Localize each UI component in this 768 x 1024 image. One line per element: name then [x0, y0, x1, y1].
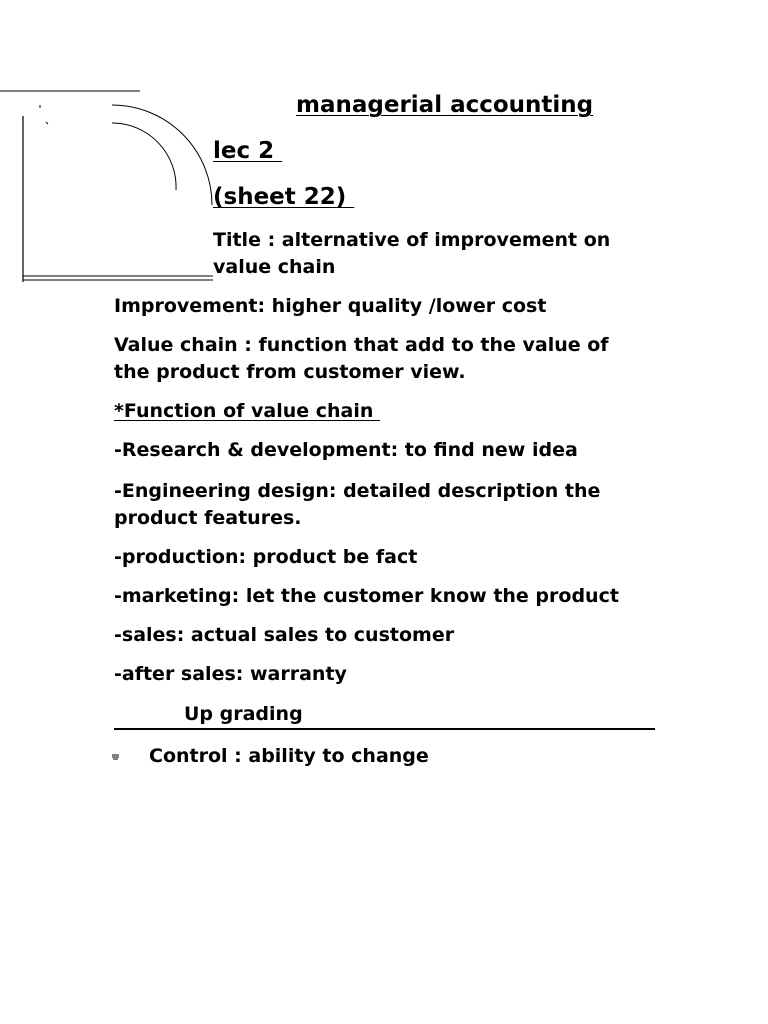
- upgrading-heading: Up grading: [184, 703, 303, 725]
- bullet-icon: [112, 754, 119, 760]
- topic-line-2: value chain: [213, 256, 336, 278]
- control-item: Control : ability to change: [149, 745, 429, 767]
- corner-decoration: [0, 0, 230, 290]
- topic-line-1: Title : alternative of improvement on: [213, 229, 611, 251]
- function-item: -Engineering design: detailed description the: [114, 480, 601, 502]
- sheet-number: (sheet 22): [213, 184, 355, 210]
- function-item: -marketing: let the customer know the product: [114, 585, 619, 607]
- function-item: -Research & development: to find new idea: [114, 439, 578, 461]
- function-item: -after sales: warranty: [114, 663, 347, 685]
- improvement-definition: Improvement: higher quality /lower cost: [114, 295, 547, 317]
- lecture-number: lec 2: [213, 138, 283, 164]
- function-item: -production: product be fact: [114, 546, 418, 568]
- section-divider: [114, 728, 655, 730]
- function-item: -sales: actual sales to customer: [114, 624, 455, 646]
- document-title: managerial accounting: [296, 92, 594, 118]
- function-item-continuation: product features.: [114, 507, 302, 529]
- value-chain-definition-line-2: the product from customer view.: [114, 361, 466, 383]
- value-chain-definition-line-1: Value chain : function that add to the value of: [114, 334, 609, 356]
- functions-heading: *Function of value chain: [114, 400, 381, 422]
